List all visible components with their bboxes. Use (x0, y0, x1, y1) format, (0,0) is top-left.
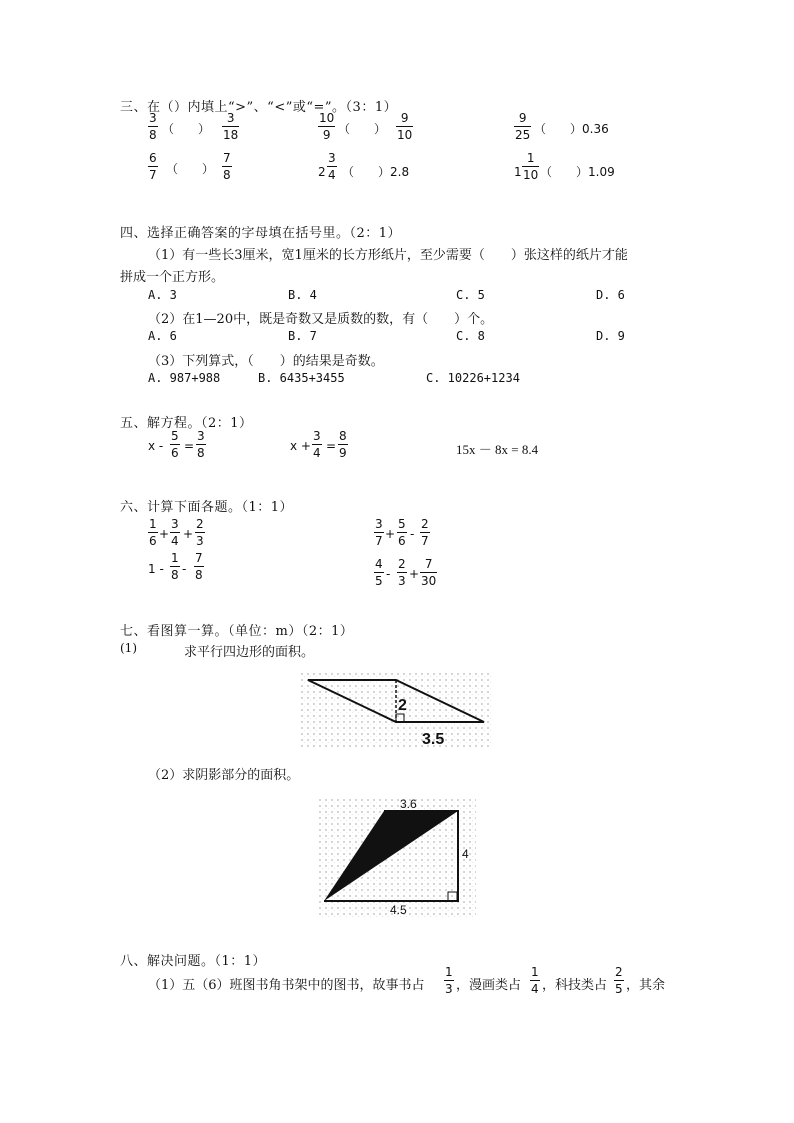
option-b[interactable]: B. 6435+3455 (258, 371, 345, 385)
mixed-number-whole: 1 (514, 165, 522, 179)
fraction: 5 6 (171, 429, 179, 460)
parallelogram-figure (300, 672, 492, 748)
question-text: （1）五（6）班图书角书架中的图书，故事书占 (148, 978, 425, 993)
fraction: 3 18 (223, 111, 239, 142)
option-a[interactable]: A. 3 (148, 288, 177, 302)
fraction: 7 8 (195, 551, 203, 582)
fraction: 7 8 (223, 151, 231, 182)
base-label: 4.5 (390, 903, 407, 917)
option-c[interactable]: C. 10226+1234 (426, 371, 520, 385)
shaded-triangle-figure (318, 798, 476, 918)
fraction: 2 3 (398, 557, 406, 588)
fraction: 3 8 (149, 111, 157, 142)
question-text: ，其余 (626, 978, 666, 993)
answer-blank[interactable]: （ ）1.09 (540, 165, 615, 179)
fraction: 2 5 (615, 965, 623, 996)
fraction: 3 4 (328, 151, 336, 182)
section-3-title: 三、在（）内填上“>”、“<”或“=”。（3：1） (120, 100, 398, 115)
fraction: 10 9 (319, 111, 335, 142)
operator: - (182, 562, 187, 576)
fraction: 3 4 (313, 429, 321, 460)
section-4-title: 四、选择正确答案的字母填在括号里。（2：1） (120, 226, 402, 241)
answer-blank[interactable]: （ ）2.8 (342, 165, 410, 179)
operator: + (183, 527, 194, 541)
fraction: 1 4 (531, 965, 539, 996)
option-a[interactable]: A. 6 (148, 329, 177, 343)
question-4-1-text-cont: 拼成一个正方形。 (120, 270, 225, 285)
fraction: 4 5 (375, 557, 383, 588)
question-4-3-text: （3）下列算式，（ ）的结果是奇数。 (148, 354, 384, 369)
height-label: 2 (398, 697, 407, 714)
option-c[interactable]: C. 5 (456, 288, 485, 302)
equation-term: x - (148, 439, 164, 453)
question-text: ，科技类占 (542, 978, 608, 993)
answer-blank[interactable]: （ ） (338, 122, 387, 136)
operator: - (386, 567, 391, 581)
fraction: 3 4 (171, 517, 179, 548)
operator: + (385, 527, 396, 541)
fraction: 1 8 (171, 551, 179, 582)
operator: + (159, 527, 170, 541)
section-7-title: 七、看图算一算。（单位：m）（2：1） (120, 624, 354, 639)
question-text: ，漫画类占 (456, 978, 522, 993)
fraction: 3 8 (197, 429, 205, 460)
mixed-number-whole: 2 (318, 165, 326, 179)
fraction: 1 6 (149, 517, 157, 548)
operator: + (409, 567, 420, 581)
option-d[interactable]: D. 6 (596, 288, 625, 302)
question-7-1-text: 求平行四边形的面积。 (184, 645, 315, 660)
fraction: 1 10 (523, 151, 539, 182)
question-4-1-text: （1）有一些长3厘米，宽1厘米的长方形纸片，至少需要（ ）张这样的纸片才能 (148, 248, 628, 263)
base-label: 3.5 (422, 731, 445, 748)
option-b[interactable]: B. 7 (288, 329, 317, 343)
question-4-2-text: （2）在1—20中，既是奇数又是质数的数，有（ ）个。 (148, 312, 494, 327)
question-7-2-text: （2）求阴影部分的面积。 (148, 768, 300, 783)
height-label: 4 (462, 847, 469, 861)
operator: 1 - (148, 562, 164, 576)
section-6-title: 六、计算下面各题。（1：1） (120, 500, 294, 515)
answer-blank[interactable]: （ ） (166, 162, 215, 176)
fraction: 7 30 (421, 557, 437, 588)
section-8-title: 八、解决问题。（1：1） (120, 954, 267, 969)
equation-term: x + (290, 439, 311, 453)
equals-sign: = (184, 439, 195, 453)
option-d[interactable]: D. 9 (596, 329, 625, 343)
option-c[interactable]: C. 8 (456, 329, 485, 343)
operator: - (410, 527, 415, 541)
fraction: 9 10 (397, 111, 413, 142)
answer-blank[interactable]: （ ） (162, 122, 211, 136)
fraction: 2 7 (421, 517, 429, 548)
option-b[interactable]: B. 4 (288, 288, 317, 302)
question-7-1-number: (1) (120, 641, 137, 655)
fraction: 2 3 (196, 517, 204, 548)
fraction: 8 9 (339, 429, 347, 460)
option-a[interactable]: A. 987+988 (148, 371, 221, 385)
answer-blank[interactable]: （ ）0.36 (534, 122, 609, 136)
equals-sign: = (326, 439, 337, 453)
fraction: 5 6 (398, 517, 406, 548)
equation-3: 15x － 8x = 8.4 (456, 442, 539, 457)
section-5-title: 五、解方程。（2：1） (120, 416, 253, 431)
fraction: 6 7 (149, 151, 157, 182)
top-length-label: 3.6 (400, 798, 417, 811)
fraction: 9 25 (515, 111, 531, 142)
fraction: 3 7 (375, 517, 383, 548)
fraction: 1 3 (445, 965, 453, 996)
